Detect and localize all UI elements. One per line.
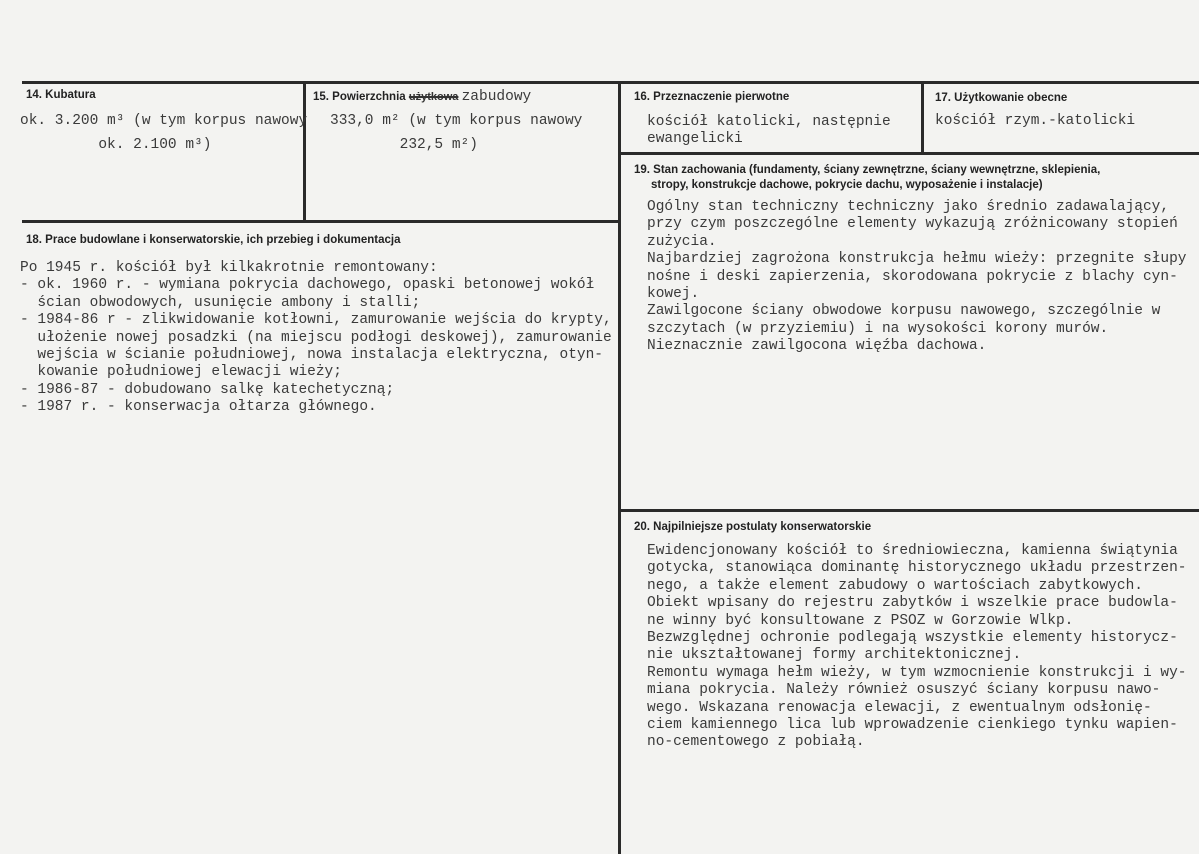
field-20-line: Ewidencjonowany kościół to średniowieczna, kamienna świątynia	[647, 543, 1178, 559]
field-18-line: kowanie południowej elewacji wieży;	[20, 364, 342, 381]
field-14-label: 14. Kubatura	[26, 89, 96, 101]
field-15-label-text: 15. Powierzchnia	[313, 91, 406, 103]
rule-below-16-17	[620, 152, 1199, 155]
field-16-label: 16. Przeznaczenie pierwotne	[634, 91, 790, 103]
top-rule	[22, 81, 1199, 84]
field-17-label: 17. Użytkowanie obecne	[935, 92, 1068, 104]
field-19-line: przy czym poszczególne elementy wykazują zróżnicowany stopień	[647, 216, 1178, 233]
field-20-line: wego. Wskazana renowacja elewacji, z ewentualnym odsłonię-	[647, 699, 1152, 716]
field-20-text	[647, 543, 1187, 752]
field-17-line-1: kościół rzym.-katolicki	[935, 113, 1136, 129]
field-19-line: kowej.	[647, 286, 700, 303]
field-18-label: 18. Prace budowlane i konserwatorskie, ich przebieg i dokumentacja	[26, 234, 401, 246]
rule-below-14-15	[22, 220, 620, 223]
field-20-line: nego, a także element zabudowy o wartościach zabytkowych.	[647, 577, 1143, 594]
field-18-line: - 1984-86 r - zlikwidowanie kotłowni, zamurowanie wejścia do krypty,	[20, 312, 612, 329]
field-20-line: ne winny być konsultowane z PSOZ w Gorzowie Wlkp.	[647, 612, 1074, 629]
field-15-label-typed: zabudowy	[461, 89, 532, 105]
field-18-line: ułożenie nowej posadzki (na miejscu podłogi deskowej), zamurowanie	[20, 329, 612, 346]
field-18-line: Po 1945 r. kościół był kilkakrotnie remontowany:	[20, 260, 438, 276]
field-19-line: szczytach (w przyziemiu) i na wysokości korony murów.	[647, 320, 1109, 337]
field-18-text	[20, 260, 612, 417]
field-20-line: nie ukształtowanej formy architektonicznej.	[647, 647, 1022, 664]
field-15-line-1: 333,0 m² (w tym korpus nawowy	[330, 113, 583, 129]
divider-left-right	[618, 81, 621, 854]
field-20-line: Obiekt wpisany do rejestru zabytków i wszelkie prace budowla-	[647, 595, 1178, 612]
field-19-line: Zawilgocone ściany obwodowe korpusu nawowego, szczególnie w	[647, 303, 1161, 320]
field-20-line: gotycka, stanowiąca dominantę historycznego układu przestrzen-	[647, 560, 1187, 577]
field-18-line: wejścia w ścianie południowej, nowa instalacja elektryczna, otyn-	[20, 347, 603, 364]
field-19-line: Najbardziej zagrożona konstrukcja hełmu wieży: przegnite słupy	[647, 251, 1187, 268]
field-14-line-1: ok. 3.200 m³ (w tym korpus nawowy	[20, 113, 308, 129]
field-18-line: - ok. 1960 r. - wymiana pokrycia dachowego, opaski betonowej wokół	[20, 277, 595, 294]
field-20-line: ciem kamiennego lica lub wprowadzenie cienkiego tynku wapien-	[647, 717, 1178, 734]
field-19-line: Nieznacznie zawilgocona więźba dachowa.	[647, 338, 987, 355]
field-16-line-1: kościół katolicki, następnie	[647, 114, 891, 130]
field-16-line-2: ewangelicki	[647, 131, 743, 147]
field-15-line-2: 232,5 m²)	[330, 137, 478, 153]
field-18-line: - 1987 r. - konserwacja ołtarza głównego.	[20, 399, 377, 416]
field-18-line: ścian obwodowych, usunięcie ambony i stalli;	[20, 294, 421, 311]
field-20-line: miana pokrycia. Należy również osuszyć ściany korpusu nawo-	[647, 682, 1161, 699]
field-18-line: - 1986-87 - dobudowano salkę katechetyczną;	[20, 381, 395, 398]
field-20-line: no-cementowego z pobiałą.	[647, 734, 865, 751]
field-14-line-2: ok. 2.100 m³)	[20, 137, 212, 153]
field-19-line: zużycia.	[647, 233, 717, 250]
field-19-label-line-1: 19. Stan zachowania (fundamenty, ściany zewnętrzne, ściany wewnętrzne, sklepienia,	[634, 164, 1101, 176]
field-20-line: Bezwzględnej ochronie podlegają wszystkie elementy historycz-	[647, 630, 1178, 647]
field-19-line: nośne i deski zapierzenia, skorodowana pokrycie z blachy cyn-	[647, 268, 1178, 285]
field-19-line: Ogólny stan techniczny techniczny jako średnio zadawalający,	[647, 199, 1170, 215]
field-20-line: Remontu wymaga hełm wieży, w tym wzmocnienie konstrukcji i wy-	[647, 664, 1187, 681]
field-15-label	[313, 89, 531, 105]
field-19-text	[647, 199, 1187, 356]
divider-16-17	[921, 81, 924, 154]
divider-14-15	[303, 81, 306, 222]
field-20-label: 20. Najpilniejsze postulaty konserwatorskie	[634, 521, 872, 533]
field-15-struck-word: użytkowa	[408, 91, 459, 103]
rule-below-19	[620, 509, 1199, 512]
field-19-label-line-2: stropy, konstrukcje dachowe, pokrycie dachu, wyposażenie i instalacje)	[651, 179, 1043, 191]
